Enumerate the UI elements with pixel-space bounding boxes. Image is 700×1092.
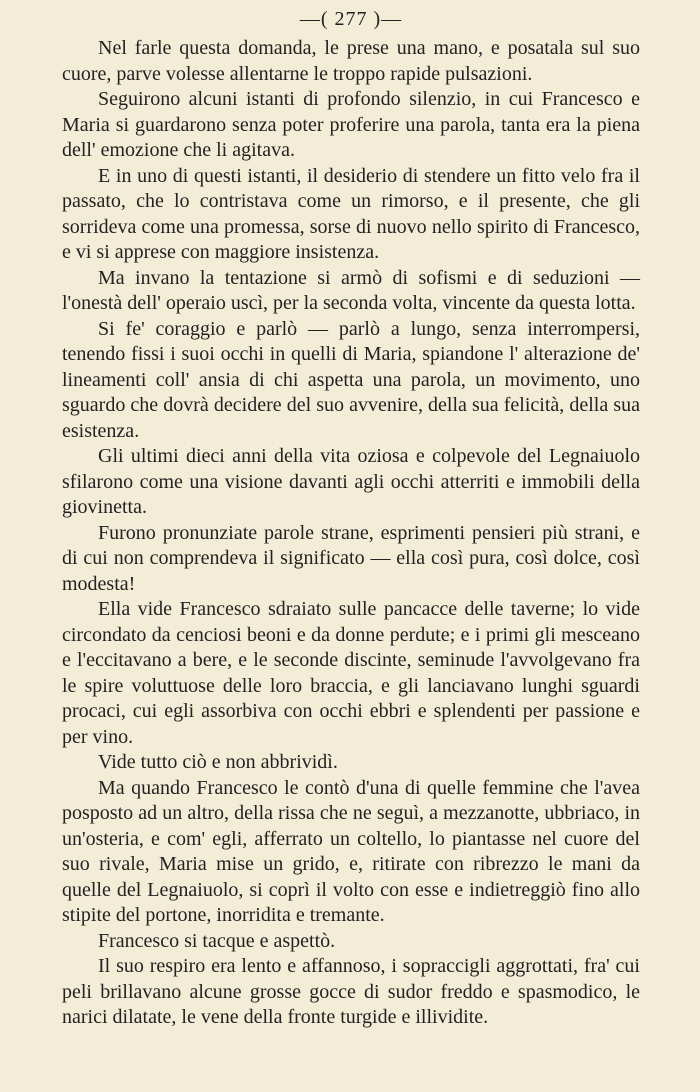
- paragraph-8: Ella vide Francesco sdraiato sulle pancacce delle taverne; lo vide circondato da cenciosi beoni e da donne perdute; e i primi gli mesceano e l'eccitavano a bere, e le seconde discinte, seminude l'avvolgevano fra le spire voluttuose delle loro braccia, e gli lanciavano lunghi sguardi procaci, cui egli assorbiva con occhi ebbri e splendenti per passione e per vino.: [62, 598, 640, 748]
- paragraph-11: Francesco si tacque e aspettò.: [98, 929, 336, 952]
- paragraph-12: Il suo respiro era lento e affannoso, i sopraccigli aggrottati, fra' cui peli brillavano alcune grosse gocce di sudor freddo e spasmodico, le narici dilatate, le vene della fronte turgide e illividite.: [62, 955, 640, 1028]
- page-number: —( 277 )—: [299, 8, 403, 30]
- paragraph-2: Seguirono alcuni istanti di profondo silenzio, in cui Francesco e Maria si guardarono senza poter proferire una parola, tanta era la piena dell' emozione che li agitava.: [62, 88, 640, 161]
- paragraph-1: Nel farle questa domanda, le prese una mano, e posatala sul suo cuore, parve volesse allentarne le troppo rapide pulsazioni.: [62, 37, 640, 85]
- paragraph-5: Si fe' coraggio e parlò — parlò a lungo, senza interrompersi, tenendo fissi i suoi occhi in quelli di Maria, spiandone l' alterazione de' lineamenti coll' ansia di chi aspetta una parola, un movimento, uno sguardo che dovrà decidere del suo avvenire, della sua felicità, della sua esistenza.: [62, 317, 640, 442]
- paragraph-7: Furono pronunziate parole strane, esprimenti pensieri più strani, e di cui non comprendeva il significato — ella così pura, così dolce, così modesta!: [62, 521, 640, 595]
- paragraph-9: Vide tutto ciò e non abbrividì.: [98, 751, 338, 773]
- paragraph-6: Gli ultimi dieci anni della vita oziosa e colpevole del Legnaiuolo sfilarono come una visione davanti agli occhi atterriti e immobili della giovinetta.: [62, 445, 640, 518]
- paragraph-4: Ma invano la tentazione si armò di sofismi e di seduzioni — l'onestà dell' operaio uscì, per la seconda volta, vincente da questa lotta.: [62, 266, 640, 314]
- paragraph-10: Ma quando Francesco le contò d'una di quelle femmine che l'avea posposto ad un altro, della rissa che ne seguì, a mezzanotte, ubbriaco, in un'osteria, e com' egli, afferrato un coltello, lo piantasse nel cuore del suo rivale, Maria mise un grido, e, ritirate con ribrezzo le mani da quelle del Legnaiuolo, si coprì il volto con esse e indietreggiò fino allo stipite del portone, inorridita e tremante.: [62, 776, 640, 926]
- paragraph-3: E in uno di questi istanti, il desiderio di stendere un fitto velo fra il passato, che lo contristava come un rimorso, e il presente, che gli sorrideva come una promessa, sorse di nuovo nello spirito di Francesco, e vi si apprese con maggiore insistenza.: [62, 164, 640, 263]
